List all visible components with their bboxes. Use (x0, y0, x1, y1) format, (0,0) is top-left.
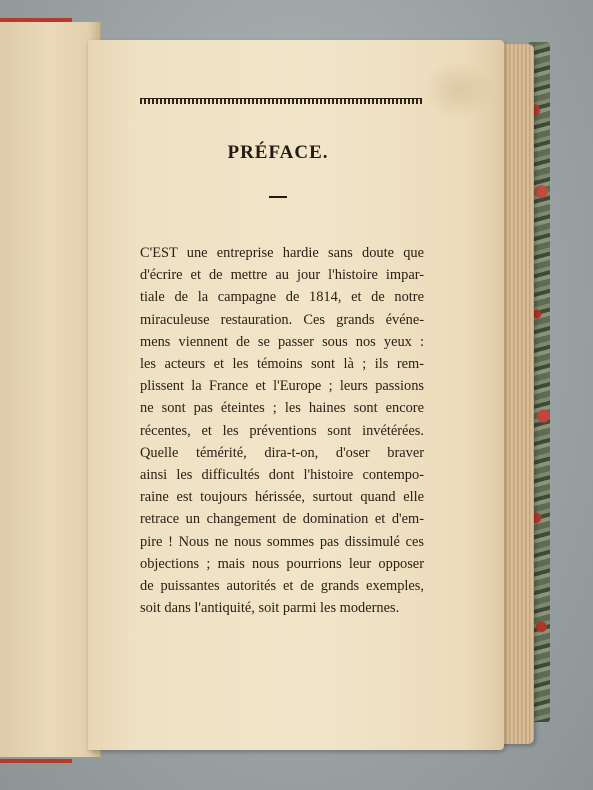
text-line: récentes, et les préventions sont invétérées. (140, 422, 424, 439)
page-title: PRÉFACE. (227, 142, 329, 163)
text-line: tiale de la campagne de 1814, et de notre (140, 289, 424, 306)
left-cover-edge (0, 18, 72, 763)
text-line: mens viennent de se passer sous nos yeux : (140, 333, 424, 350)
text-line: C'EST une entreprise hardie sans doute que (140, 245, 424, 261)
ornamental-rule (140, 98, 422, 104)
text-line: ne sont pas éteintes ; les haines sont encore (140, 400, 424, 417)
text-line: les acteurs et les témoins sont là ; ils rem- (140, 356, 424, 373)
text-line: raine est toujours hérissée, surtout quand elle (140, 489, 424, 506)
book-page (88, 40, 504, 750)
page-stain (423, 60, 493, 120)
text-line: de puissantes autorités et de grands exemples, (140, 578, 424, 595)
text-line: ainsi les difficultés dont l'histoire contempo- (140, 467, 424, 484)
body-text (140, 242, 424, 619)
text-line: d'écrire et de mettre au jour l'histoire impar- (140, 267, 424, 284)
text-line: soit dans l'antiquité, soit parmi les modernes. (140, 600, 400, 617)
text-line: plissent la France et l'Europe ; leurs passions (140, 378, 424, 395)
text-line: pire ! Nous ne nous sommes pas dissimulé ces (140, 533, 424, 550)
text-line: retrace un changement de domination et d'em- (140, 511, 424, 528)
text-line: objections ; mais nous pourrions leur opposer (140, 555, 424, 572)
text-line: miraculeuse restauration. Ces grands événe- (140, 311, 424, 328)
title-dash (269, 196, 287, 198)
text-line: Quelle témérité, dira-t-on, d'oser braver (140, 444, 424, 461)
